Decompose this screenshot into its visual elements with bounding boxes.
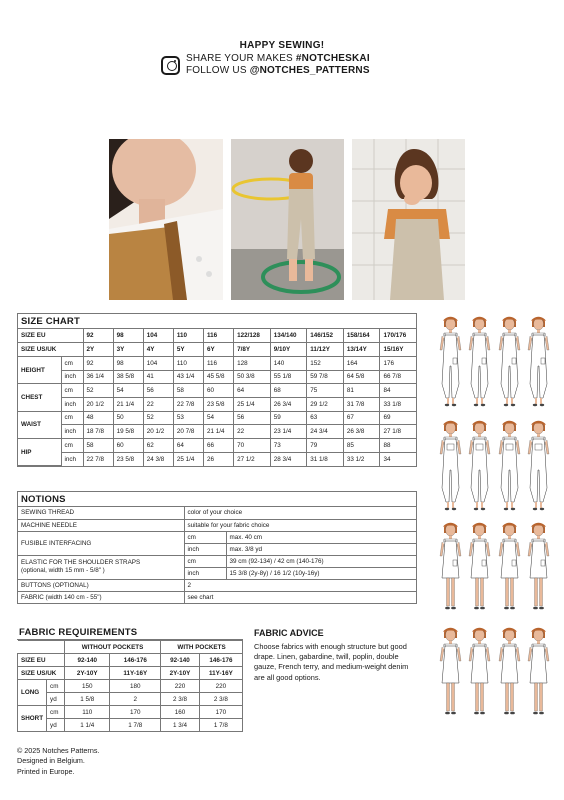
fabric-advice-text: Choose fabrics with enough structure but good drape. Linen, gabardine, twill, poplin, double gauze, French terry, and medium-weight denim are all good options. — [254, 642, 409, 682]
table-cell: 50 3/8 — [234, 370, 271, 384]
table-row: SHORT cm 110 170 160 170 — [18, 706, 243, 719]
table-cell: 68 — [270, 384, 307, 398]
table-cell: 75 — [307, 384, 344, 398]
table-cell: 58 — [83, 439, 113, 453]
hashtag: #NOTCHESKAI — [295, 53, 370, 64]
table-cell: 152 — [307, 356, 344, 370]
table-cell: 88 — [380, 439, 416, 453]
table-row — [18, 591, 416, 603]
fashion-figure-illustration — [437, 520, 464, 615]
table-cell: 20 7/8 — [173, 425, 203, 439]
table-cell: 18 7/8 — [83, 425, 113, 439]
table-cell: 31 1/8 — [307, 452, 344, 466]
table-cell: 25 1/4 — [173, 452, 203, 466]
table-cell: 13/14Y — [343, 343, 380, 357]
row-value: color of your choice — [184, 507, 416, 519]
row-label: SIZE EU — [18, 329, 83, 343]
table-cell: 50 — [113, 411, 143, 425]
table-cell: 66 — [204, 439, 234, 453]
table-cell: 9/10Y — [270, 343, 307, 357]
table-cell: 27 1/8 — [380, 425, 416, 439]
row-label: LONG — [18, 680, 47, 706]
instagram-icon — [161, 56, 180, 75]
happy-sewing-heading: HAPPY SEWING! — [239, 40, 325, 51]
table-cell: 33 1/2 — [343, 452, 380, 466]
table-cell: 55 1/8 — [270, 370, 307, 384]
table-cell: 45 5/8 — [204, 370, 234, 384]
fashion-figure-illustration — [496, 418, 523, 513]
table-cell: 23 5/8 — [204, 397, 234, 411]
fashion-figure-illustration — [525, 625, 552, 720]
table-cell: 54 — [204, 411, 234, 425]
unit-label: cm — [61, 384, 83, 398]
row-value: max. 40 cm — [226, 531, 416, 543]
table-cell: 53 — [173, 411, 203, 425]
unit-label: cm — [184, 555, 226, 567]
table-cell: 158/164 — [343, 329, 380, 343]
without-pockets-header: WITHOUT POCKETS — [65, 641, 161, 654]
fashion-figure-illustration — [525, 418, 552, 513]
row-label: SEWING THREAD — [18, 507, 184, 519]
fashion-figure-illustration — [466, 314, 493, 409]
fashion-figure-illustration — [466, 520, 493, 615]
row-value: see chart — [184, 591, 416, 603]
fabric-req-title: FABRIC REQUIREMENTS — [17, 626, 243, 640]
figure-row-long-bib — [437, 418, 552, 513]
fashion-figure-illustration — [496, 314, 523, 409]
table-row — [18, 343, 416, 357]
table-cell: 3Y — [113, 343, 143, 357]
row-label: SIZE US/UK — [18, 343, 83, 357]
handle: @NOTCHES_PATTERNS — [249, 65, 370, 76]
table-row — [18, 329, 416, 343]
table-cell: 63 — [307, 411, 344, 425]
table-cell: 170/176 — [380, 329, 416, 343]
fabric-advice-title: FABRIC ADVICE — [254, 628, 324, 638]
footer — [17, 746, 99, 777]
table-cell: 59 7/8 — [307, 370, 344, 384]
table-cell: 85 — [343, 439, 380, 453]
copyright: © 2025 Notches Patterns. — [17, 746, 100, 755]
table-cell: 23 1/4 — [270, 425, 307, 439]
table-cell: 146/152 — [307, 329, 344, 343]
row-label: HEIGHT — [18, 356, 61, 383]
row-value: 2 — [184, 579, 416, 591]
table-row: SIZE US/UK 2Y-10Y 11Y-16Y 2Y-10Y 11Y-16Y — [18, 667, 243, 680]
fashion-figure-illustration — [466, 418, 493, 513]
table-row — [18, 411, 416, 425]
table-cell: 54 — [113, 384, 143, 398]
table-cell: 128 — [234, 356, 271, 370]
table-cell: 69 — [380, 411, 416, 425]
fashion-figure-illustration — [525, 314, 552, 409]
table-cell: 66 7/8 — [380, 370, 416, 384]
table-cell: 29 1/2 — [307, 397, 344, 411]
table-cell: 43 1/4 — [173, 370, 203, 384]
figure-row-short-plain — [437, 625, 552, 720]
table-cell: 24 3/8 — [143, 452, 173, 466]
table-cell: 84 — [380, 384, 416, 398]
unit-label: inch — [61, 425, 83, 439]
table-cell: 110 — [173, 356, 203, 370]
table-row — [18, 641, 243, 654]
table-cell: 27 1/2 — [234, 452, 271, 466]
size-chart — [17, 313, 417, 467]
size-chart-table — [18, 329, 416, 466]
with-pockets-header: WITH POCKETS — [161, 641, 243, 654]
row-label: ELASTIC FOR THE SHOULDER STRAPS (optional, width 15 mm - 5/8" ) — [18, 555, 184, 579]
table-cell: 22 — [234, 425, 271, 439]
photo-detail-closeup — [109, 139, 223, 300]
table-cell: 60 — [204, 384, 234, 398]
row-label: SIZE EU — [18, 654, 65, 667]
table-cell: 22 7/8 — [173, 397, 203, 411]
photo-hula-hoop — [231, 139, 344, 300]
table-cell: 23 5/8 — [113, 452, 143, 466]
table-cell: 62 — [143, 439, 173, 453]
social-block — [161, 53, 370, 77]
table-cell: 48 — [83, 411, 113, 425]
follow-line: FOLLOW US @NOTCHES_PATTERNS — [186, 65, 370, 76]
table-row — [18, 579, 416, 591]
table-cell: 64 — [173, 439, 203, 453]
table-row: SIZE EU 92-140 146-176 92-140 146-176 — [18, 654, 243, 667]
fabric-advice — [254, 628, 419, 683]
table-cell: 41 — [143, 370, 173, 384]
table-cell: 73 — [270, 439, 307, 453]
fashion-figure-illustration — [525, 520, 552, 615]
table-row — [18, 531, 416, 543]
unit-label: cm — [61, 356, 83, 370]
unit-label: cm — [61, 439, 83, 453]
table-row: yd 1 1/4 1 7/8 1 3/4 1 7/8 — [18, 719, 243, 732]
row-label: SIZE US/UK — [18, 667, 65, 680]
unit-label: inch — [61, 452, 83, 466]
table-cell: 58 — [173, 384, 203, 398]
unit-label: inch — [61, 397, 83, 411]
table-cell: 110 — [173, 329, 203, 343]
table-row — [18, 452, 416, 466]
table-cell: 56 — [234, 411, 271, 425]
fashion-figure-illustration — [496, 520, 523, 615]
table-row — [18, 384, 416, 398]
fashion-figure-illustration — [496, 625, 523, 720]
table-row — [18, 370, 416, 384]
table-cell: 59 — [270, 411, 307, 425]
fashion-figure-illustration — [437, 418, 464, 513]
header — [0, 40, 564, 51]
row-label: FABRIC (width 140 cm - 55") — [18, 591, 184, 603]
table-cell: 25 1/4 — [234, 397, 271, 411]
designed-in: Designed in Belgium. — [17, 756, 85, 766]
row-value: max. 3/8 yd — [226, 543, 416, 555]
table-cell: 28 3/4 — [270, 452, 307, 466]
table-cell: 70 — [234, 439, 271, 453]
unit-label: inch — [184, 567, 226, 579]
fashion-figure-illustration — [437, 625, 464, 720]
photo-tile-wall — [352, 139, 465, 300]
unit-label: inch — [184, 543, 226, 555]
table-cell: 34 — [380, 452, 416, 466]
table-cell: 81 — [343, 384, 380, 398]
table-cell: 64 5/8 — [343, 370, 380, 384]
table-cell: 33 1/8 — [380, 397, 416, 411]
table-row — [18, 555, 416, 567]
table-row — [18, 397, 416, 411]
row-label: CHEST — [18, 384, 61, 411]
unit-label: inch — [61, 370, 83, 384]
row-label: FUSIBLE INTERFACING — [18, 531, 184, 555]
row-label: HIP — [18, 439, 61, 466]
table-cell: 38 5/8 — [113, 370, 143, 384]
figure-row-long-pockets — [437, 314, 552, 409]
table-row — [18, 425, 416, 439]
table-cell: 140 — [270, 356, 307, 370]
table-cell: 104 — [143, 356, 173, 370]
table-cell: 64 — [234, 384, 271, 398]
figure-row-short-pockets — [437, 520, 552, 615]
table-cell: 92 — [83, 356, 113, 370]
unit-label: cm — [184, 531, 226, 543]
table-cell: 67 — [343, 411, 380, 425]
table-cell: 98 — [113, 329, 143, 343]
table-row — [18, 439, 416, 453]
table-cell: 11/12Y — [307, 343, 344, 357]
table-cell: 22 7/8 — [83, 452, 113, 466]
size-chart-title: SIZE CHART — [18, 314, 416, 329]
row-label: MACHINE NEEDLE — [18, 519, 184, 531]
fabric-requirements — [17, 626, 243, 732]
table-cell: 134/140 — [270, 329, 307, 343]
table-cell: 4Y — [143, 343, 173, 357]
table-cell: 36 1/4 — [83, 370, 113, 384]
table-cell: 7/8Y — [234, 343, 271, 357]
table-cell: 122/128 — [234, 329, 271, 343]
table-cell: 5Y — [173, 343, 203, 357]
table-cell: 26 — [204, 452, 234, 466]
table-cell: 15/16Y — [380, 343, 416, 357]
table-cell: 176 — [380, 356, 416, 370]
table-row — [18, 356, 416, 370]
notions-table — [18, 507, 416, 603]
table-cell: 92 — [83, 329, 113, 343]
printed-in: Printed in Europe. — [17, 766, 75, 776]
table-row: yd 1 5/8 2 2 3/8 2 3/8 — [18, 693, 243, 706]
table-cell: 56 — [143, 384, 173, 398]
table-cell: 98 — [113, 356, 143, 370]
row-label: WAIST — [18, 411, 61, 438]
table-cell: 164 — [343, 356, 380, 370]
fashion-figure-illustration — [466, 625, 493, 720]
notions — [17, 491, 417, 604]
table-cell: 52 — [143, 411, 173, 425]
share-line: SHARE YOUR MAKES #NOTCHESKAI — [186, 53, 370, 64]
table-cell: 21 1/4 — [113, 397, 143, 411]
table-row — [18, 507, 416, 519]
row-value: 15 3/8 (2y-8y) / 16 1/2 (10y-16y) — [226, 567, 416, 579]
table-cell: 26 3/4 — [270, 397, 307, 411]
table-cell: 116 — [204, 329, 234, 343]
table-cell: 60 — [113, 439, 143, 453]
row-label: SHORT — [18, 706, 47, 732]
table-cell: 21 1/4 — [204, 425, 234, 439]
table-row — [18, 519, 416, 531]
fashion-figure-illustration — [437, 314, 464, 409]
table-cell: 22 — [143, 397, 173, 411]
table-cell: 24 3/4 — [307, 425, 344, 439]
fabric-req-table — [17, 640, 243, 732]
row-value: suitable for your fabric choice — [184, 519, 416, 531]
table-cell: 2Y — [83, 343, 113, 357]
table-cell: 19 5/8 — [113, 425, 143, 439]
table-cell: 26 3/8 — [343, 425, 380, 439]
row-value: 39 cm (92-134) / 42 cm (140-176) — [226, 555, 416, 567]
row-label: BUTTONS (OPTIONAL) — [18, 579, 184, 591]
table-cell: 31 7/8 — [343, 397, 380, 411]
table-cell: 6Y — [204, 343, 234, 357]
table-cell: 52 — [83, 384, 113, 398]
table-row: LONG cm 150 180 220 220 — [18, 680, 243, 693]
table-cell: 104 — [143, 329, 173, 343]
notions-title: NOTIONS — [18, 492, 416, 507]
table-cell: 79 — [307, 439, 344, 453]
unit-label: cm — [61, 411, 83, 425]
table-cell: 20 1/2 — [83, 397, 113, 411]
table-cell: 116 — [204, 356, 234, 370]
table-cell: 20 1/2 — [143, 425, 173, 439]
